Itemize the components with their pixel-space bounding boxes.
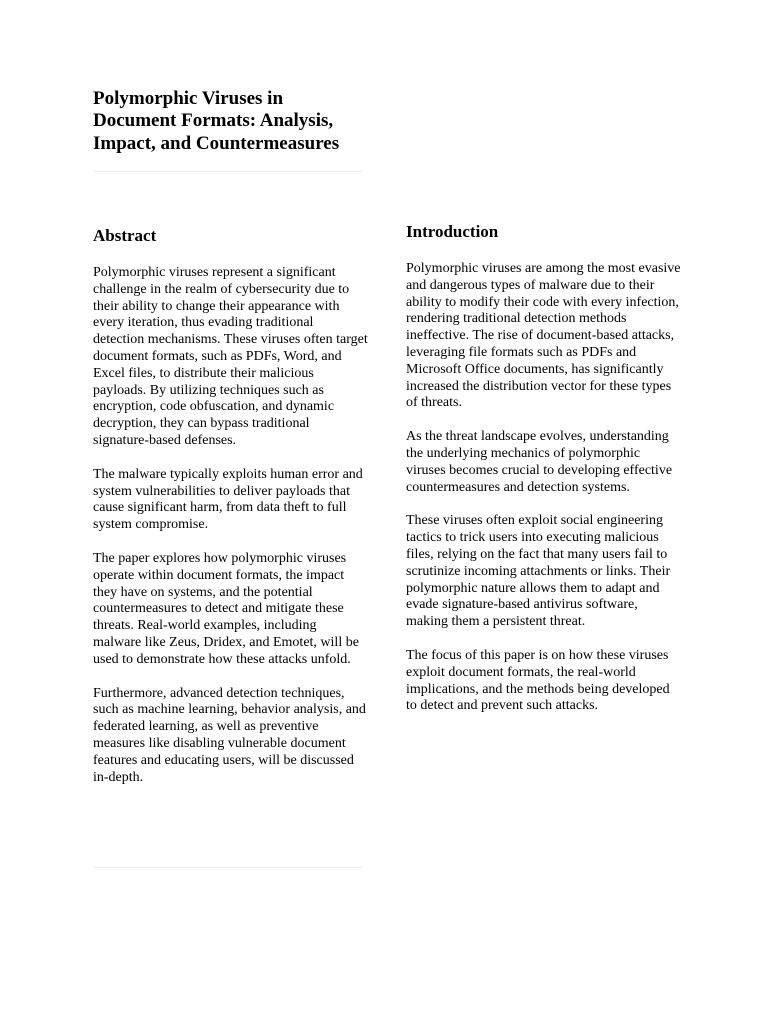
introduction-heading: Introduction xyxy=(406,222,499,241)
abstract-heading: Abstract xyxy=(93,226,157,245)
introduction-paragraph: Polymorphic viruses are among the most evasive and dangerous types of malware due to their ability to modify their code with every infection, rendering traditional detection methods ineffective. The rise of document-based attacks, leveraging file formats such as PDFs and Microsoft Office documents, has significantly increased the distribution vector for these types of threats. xyxy=(406,261,681,411)
introduction-paragraph: As the threat landscape evolves, understanding the underlying mechanics of polymorphic viruses becomes crucial to developing effective countermeasures and detection systems. xyxy=(406,429,673,495)
section-divider xyxy=(93,867,363,868)
abstract-paragraph: The malware typically exploits human error and system vulnerabilities to deliver payloads that cause significant harm, from data theft to full system compromise. xyxy=(93,466,363,533)
abstract-paragraph: Polymorphic viruses represent a significant challenge in the realm of cybersecurity due to their ability to change their appearance with every iteration, thus evading traditional detection mechanisms. These viruses often target document formats, such as PDFs, Word, and Excel files, to distribute their malicious payloads. By utilizing techniques such as encryption, code obfuscation, and dynamic decryption, they can bypass traditional signature-based defenses. xyxy=(93,265,368,448)
title-divider xyxy=(93,171,363,172)
introduction-section xyxy=(406,221,682,732)
introduction-paragraph: These viruses often exploit social engineering tactics to trick users into executing malicious files, relying on the fact that many users fail to scrutinize incoming attachments or links. Their polymorphic nature allows them to adapt and evade signature-based antivirus software, making them a persistent threat. xyxy=(406,513,671,630)
abstract-paragraph: Furthermore, advanced detection techniques, such as machine learning, behavior analysis, and federated learning, as well as preventive measures like disabling vulnerable document features and educating users, will be discussed in-depth. xyxy=(93,685,366,785)
paper-title: Polymorphic Viruses in Document Formats: Analysis, Impact, and Countermeasures xyxy=(93,88,340,154)
abstract-paragraph: The paper explores how polymorphic viruses operate within document formats, the impact they have on systems, and the potential countermeasures to detect and mitigate these threats. Real-world examples, including malware like Zeus, Dridex, and Emotet, will be used to demonstrate how these attacks unfold. xyxy=(93,550,359,667)
abstract-section xyxy=(93,225,368,803)
introduction-paragraph: The focus of this paper is on how these viruses exploit document formats, the real-world implications, and the methods being developed to detect and prevent such attacks. xyxy=(406,647,670,714)
